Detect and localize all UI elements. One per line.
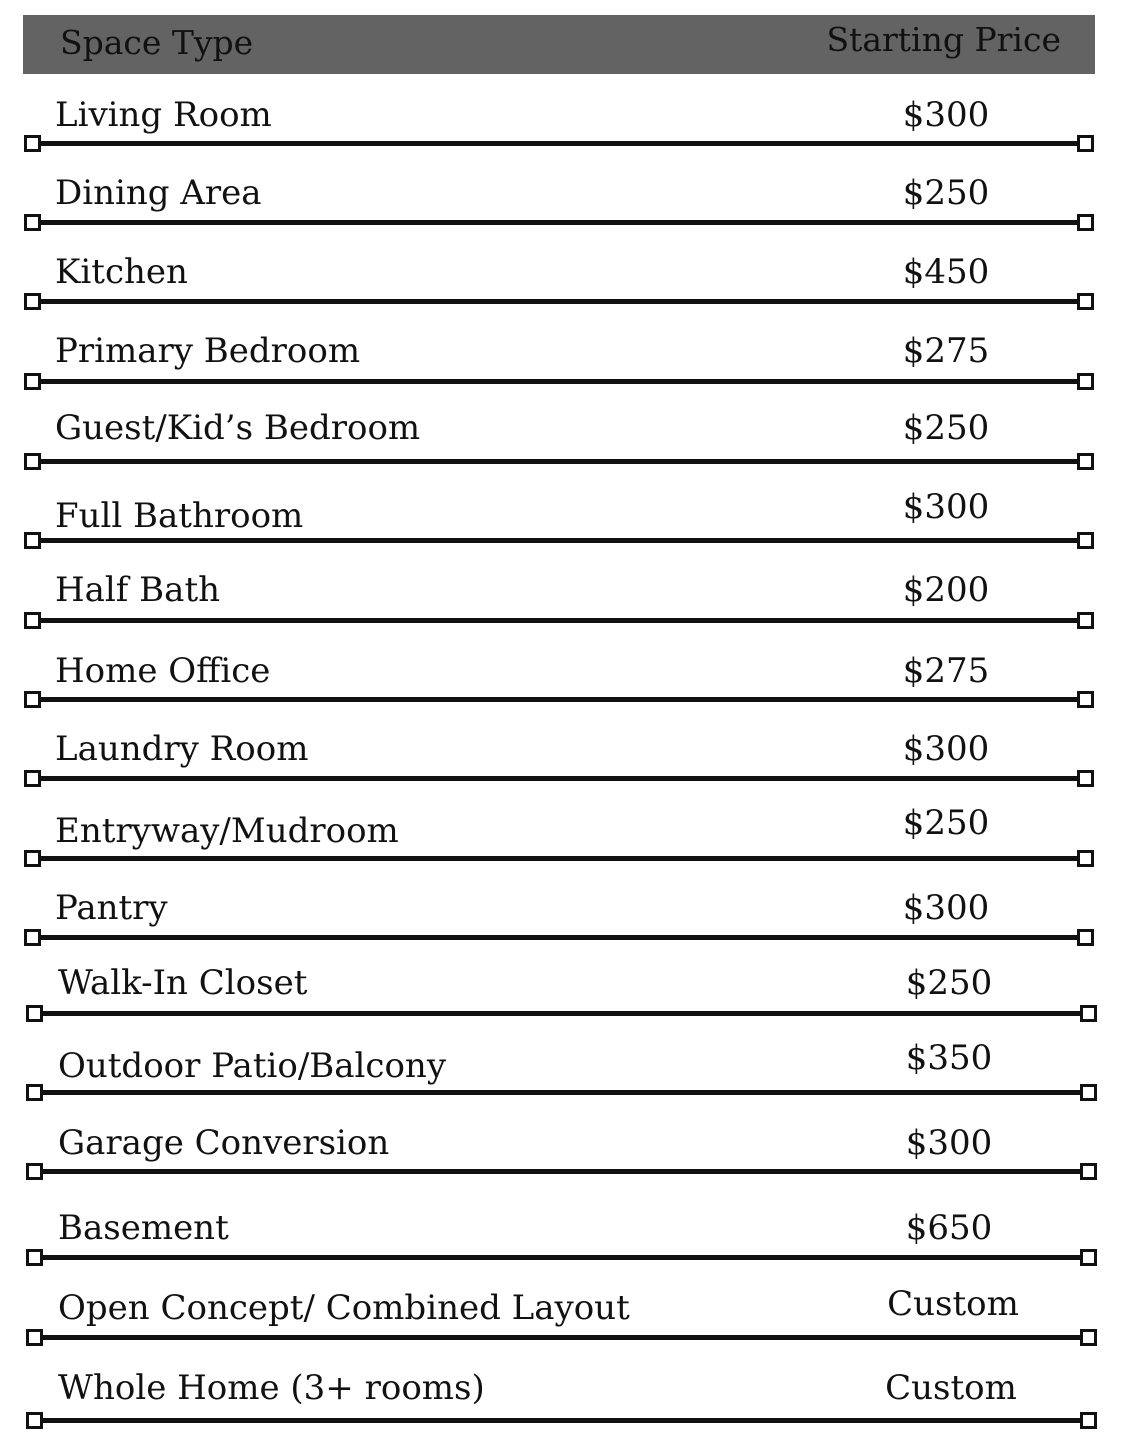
divider-end-cap-left	[24, 453, 41, 470]
space-type-label: Walk-In Closet	[58, 963, 308, 1003]
space-type-label: Basement	[58, 1208, 229, 1248]
divider-end-cap-right	[1077, 453, 1094, 470]
starting-price-value: $275	[902, 331, 990, 371]
space-type-label: Whole Home (3+ rooms)	[58, 1368, 485, 1408]
starting-price-value: $200	[902, 570, 990, 610]
starting-price-value: $350	[905, 1038, 993, 1078]
header-starting-price: Starting Price	[826, 20, 1061, 59]
row-divider	[32, 459, 1077, 464]
starting-price-value: $250	[902, 173, 990, 213]
divider-end-cap-right	[1077, 770, 1094, 787]
space-type-label: Garage Conversion	[58, 1123, 390, 1163]
row-divider	[32, 379, 1077, 384]
divider-end-cap-right	[1077, 214, 1094, 231]
divider-end-cap-right	[1077, 373, 1094, 390]
space-type-label: Living Room	[55, 95, 272, 135]
divider-end-cap-left	[24, 532, 41, 549]
starting-price-value: Custom	[885, 1368, 1017, 1408]
divider-end-cap-right	[1077, 612, 1094, 629]
starting-price-value: $300	[902, 487, 990, 527]
divider-end-cap-right	[1077, 532, 1094, 549]
space-type-label: Half Bath	[55, 570, 221, 610]
starting-price-value: $300	[902, 888, 990, 928]
divider-end-cap-right	[1080, 1163, 1097, 1180]
starting-price-value: Custom	[887, 1284, 1019, 1324]
space-type-label: Entryway/Mudroom	[55, 811, 399, 851]
divider-end-cap-right	[1080, 1329, 1097, 1346]
space-type-label: Outdoor Patio/Balcony	[58, 1046, 447, 1086]
divider-end-cap-right	[1080, 1084, 1097, 1101]
row-divider	[32, 697, 1077, 702]
row-divider	[34, 1335, 1080, 1340]
row-divider	[32, 935, 1077, 940]
divider-end-cap-left	[24, 929, 41, 946]
row-divider	[32, 856, 1077, 861]
starting-price-value: $650	[905, 1208, 993, 1248]
divider-end-cap-left	[26, 1084, 43, 1101]
divider-end-cap-left	[26, 1005, 43, 1022]
space-type-label: Guest/Kid’s Bedroom	[55, 408, 421, 448]
row-divider	[32, 618, 1077, 623]
divider-end-cap-left	[26, 1412, 43, 1429]
divider-end-cap-right	[1080, 1005, 1097, 1022]
divider-end-cap-left	[26, 1329, 43, 1346]
starting-price-value: $450	[902, 252, 990, 292]
header-space-type: Space Type	[60, 23, 254, 62]
table-header	[23, 15, 1095, 74]
starting-price-value: $250	[902, 408, 990, 448]
starting-price-value: $300	[902, 729, 990, 769]
space-type-label: Laundry Room	[55, 729, 309, 769]
starting-price-value: $250	[902, 803, 990, 843]
space-type-label: Kitchen	[55, 252, 188, 292]
row-divider	[34, 1090, 1080, 1095]
divider-end-cap-left	[24, 373, 41, 390]
divider-end-cap-right	[1077, 135, 1094, 152]
space-type-label: Dining Area	[55, 173, 262, 213]
divider-end-cap-left	[24, 612, 41, 629]
divider-end-cap-left	[24, 691, 41, 708]
divider-end-cap-left	[26, 1249, 43, 1266]
row-divider	[32, 776, 1077, 781]
divider-end-cap-left	[24, 214, 41, 231]
divider-end-cap-right	[1077, 293, 1094, 310]
starting-price-value: $300	[905, 1123, 993, 1163]
row-divider	[34, 1255, 1080, 1260]
divider-end-cap-left	[26, 1163, 43, 1180]
divider-end-cap-left	[24, 135, 41, 152]
divider-end-cap-left	[24, 770, 41, 787]
space-type-label: Full Bathroom	[55, 496, 304, 536]
divider-end-cap-right	[1077, 850, 1094, 867]
space-type-label: Home Office	[55, 651, 271, 691]
row-divider	[32, 220, 1077, 225]
starting-price-value: $250	[905, 963, 993, 1003]
space-type-label: Pantry	[55, 888, 168, 928]
divider-end-cap-right	[1077, 929, 1094, 946]
starting-price-value: $300	[902, 95, 990, 135]
space-type-label: Primary Bedroom	[55, 331, 361, 371]
divider-end-cap-right	[1080, 1412, 1097, 1429]
divider-end-cap-left	[24, 850, 41, 867]
row-divider	[32, 141, 1077, 146]
row-divider	[32, 538, 1077, 543]
row-divider	[34, 1011, 1080, 1016]
divider-end-cap-right	[1080, 1249, 1097, 1266]
space-type-label: Open Concept/ Combined Layout	[58, 1288, 630, 1328]
row-divider	[32, 299, 1077, 304]
row-divider	[34, 1169, 1080, 1174]
row-divider	[34, 1418, 1080, 1423]
divider-end-cap-left	[24, 293, 41, 310]
divider-end-cap-right	[1077, 691, 1094, 708]
starting-price-value: $275	[902, 651, 990, 691]
